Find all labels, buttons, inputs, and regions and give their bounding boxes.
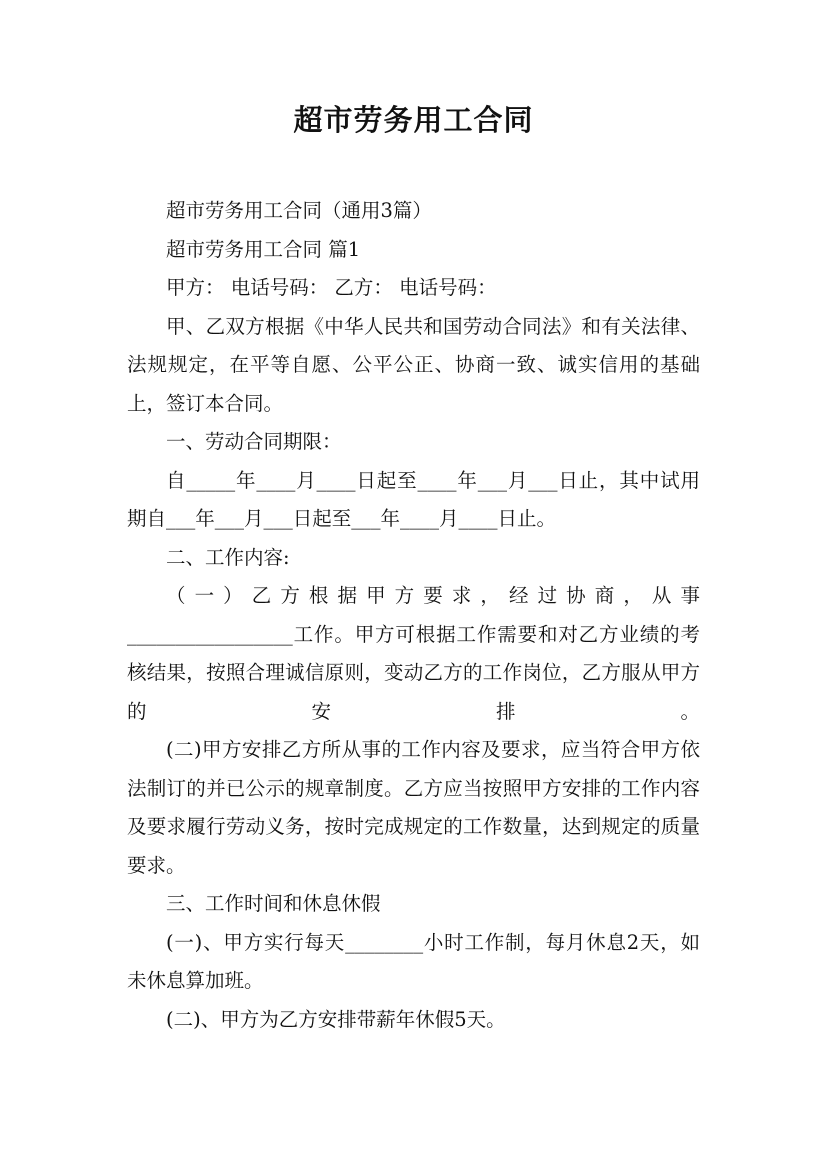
- paragraph-preamble: 甲、乙双方根据《中华人民共和国劳动合同法》和有关法律、法规规定，在平等自愿、公平公正、协商一致、诚实信用的基础上，签订本合同。: [127, 314, 700, 415]
- paragraph-heading-hours: 三、工作时间和休息休假: [166, 892, 381, 915]
- paragraph-hours-2: (二)、甲方为乙方安排带薪年休假5天。: [166, 1007, 506, 1031]
- paragraph-work-1: （一）乙方根据甲方要求，经过协商，从事_________________工作。甲方可根据工作需要和对乙方业绩的考核结果，按照合理诚信原则，变动乙方的工作岗位，乙方服从甲方的安排。: [127, 584, 700, 723]
- paragraph-work-2: (二)甲方安排乙方所从事的工作内容及要求，应当符合甲方依法制订的并已公示的规章制度。乙方应当按照甲方安排的工作内容及要求履行劳动义务，按时完成规定的工作数量，达到规定的质量要求。: [127, 738, 700, 877]
- paragraph-hours-1: (一)、甲方实行每天________小时工作制，每月休息2天，如未休息算加班。: [127, 930, 700, 992]
- paragraph-subtitle: 超市劳务用工合同（通用3篇）: [166, 199, 432, 222]
- paragraph-term-dates: 自_____年____月____日起至____年___月___日止，其中试用期自___年___月___日起至___年____月____日止。: [127, 468, 700, 530]
- paragraph-section-heading: 超市劳务用工合同 篇1: [166, 237, 361, 261]
- document-title: 超市劳务用工合同: [293, 103, 534, 137]
- paragraph-heading-term: 一、劳动合同期限：: [166, 430, 342, 453]
- paragraph-heading-work: 二、工作内容:: [166, 545, 290, 569]
- document-body: [127, 192, 700, 1039]
- paragraph-parties: 甲方： 电话号码： 乙方： 电话号码：: [166, 276, 497, 299]
